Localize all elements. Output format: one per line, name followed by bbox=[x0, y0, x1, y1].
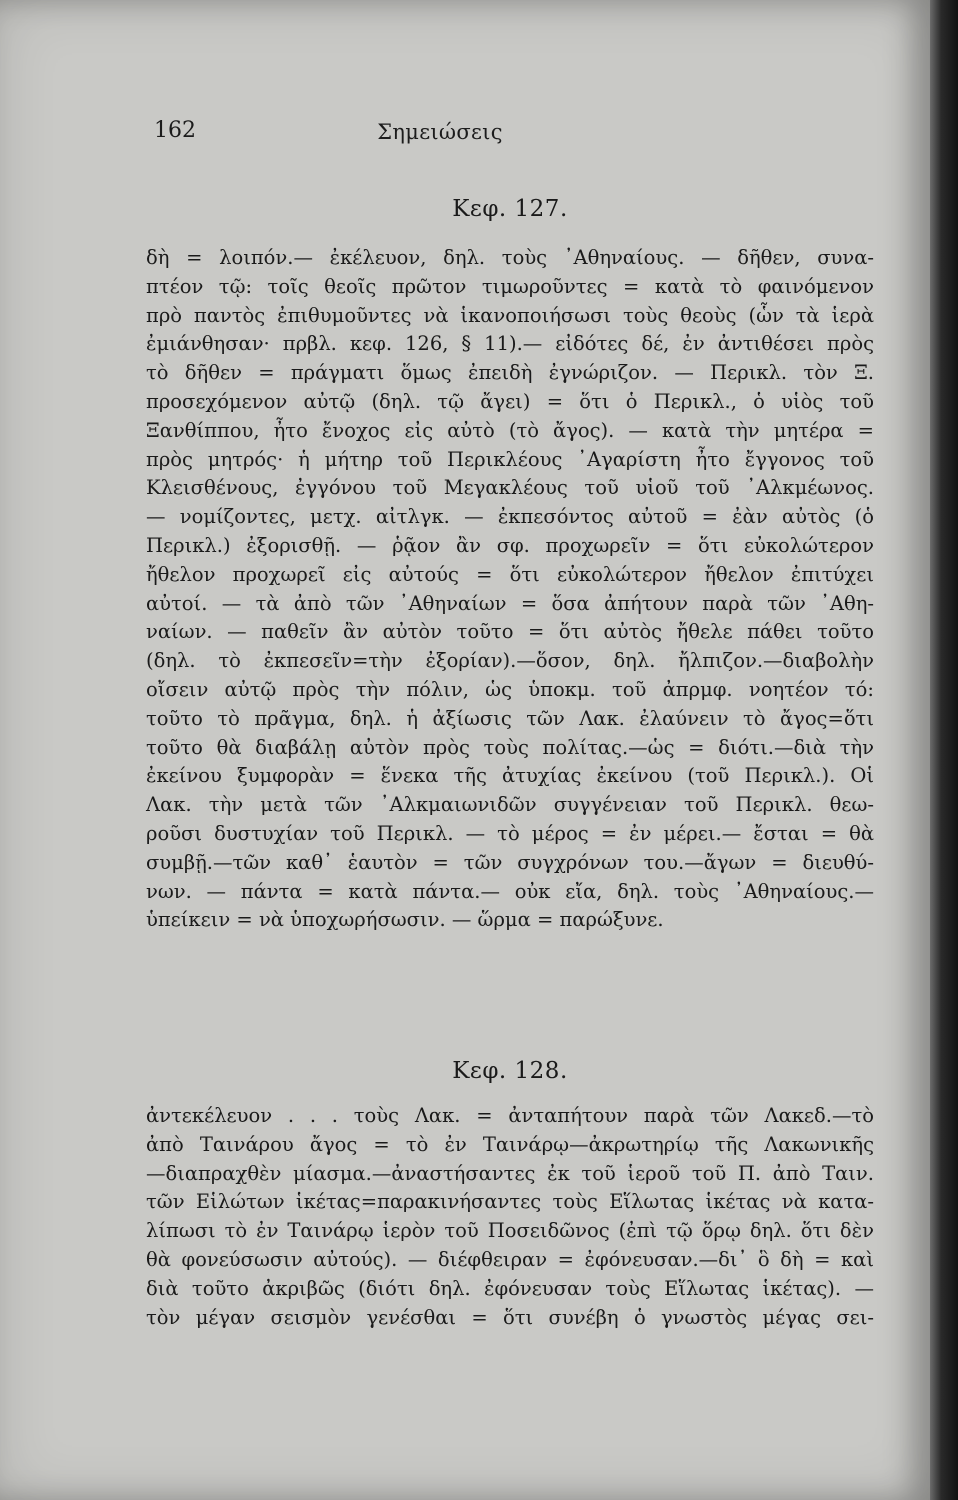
text-line: ἐκείνου ξυμφορὰν = ἕνεκα τῆς ἀτυχίας ἐκείνου (τοῦ Περικλ.). Οἱ bbox=[146, 764, 874, 788]
page-number: 162 bbox=[154, 118, 196, 143]
text-line: νων. — πάντα = κατὰ πάντα.— οὐκ εἴα, δηλ. τοὺς ᾿Αθηναίους.— bbox=[146, 879, 874, 903]
text-line: τοῦτο θὰ διαβάλῃ αὐτὸν πρὸς τοὺς πολίτας.—ὡς = διότι.—διὰ τὴν bbox=[146, 735, 874, 759]
text-line: Ξανθίππου, ἦτο ἔνοχος εἰς αὐτὸ (τὸ ἄγος). — κατὰ τὴν μητέρα = bbox=[146, 418, 874, 442]
text-line: λίπωσι τὸ ἐν Ταινάρῳ ἱερὸν τοῦ Ποσειδῶνος (ἐπὶ τῷ ὅρῳ δηλ. ὅτι δὲν bbox=[146, 1219, 874, 1243]
text-line: τοῦτο τὸ πρᾶγμα, δηλ. ἡ ἀξίωσις τῶν Λακ. ἐλαύνειν τὸ ἄγος=ὅτι bbox=[146, 706, 874, 730]
chapter-128-text bbox=[146, 1102, 874, 1332]
text-line: πτέον τῷ: τοῖς θεοῖς πρῶτον τιμωροῦντες = κατὰ τὸ φαινόμενον bbox=[146, 274, 874, 298]
text-line: ὑπείκειν = νὰ ὑποχωρήσωσιν. — ὥρμα = παρώξυνε. bbox=[146, 908, 664, 932]
text-line: Περικλ.) ἐξορισθῇ. — ῥᾷον ἂν σφ. προχωρεῖν = ὅτι εὐκολώτερον bbox=[146, 533, 874, 557]
text-line: Κλεισθένους, ἐγγόνου τοῦ Μεγακλέους τοῦ υἱοῦ τοῦ ᾿Αλκμέωνος. bbox=[146, 476, 874, 500]
text-line: θὰ φονεύσωσιν αὐτούς). — διέφθειραν = ἐφόνευσαν.—δι᾿ ὃ δὴ = καὶ bbox=[146, 1247, 874, 1271]
chapter-heading-128: Κεφ. 128. bbox=[452, 1058, 568, 1084]
running-title: Σημειώσεις bbox=[377, 120, 503, 144]
text-line: τὸν μέγαν σεισμὸν γενέσθαι = ὅτι συνέβη ὁ γνωστὸς μέγας σει- bbox=[146, 1305, 874, 1329]
text-line: τὸ δῆθεν = πράγματι ὅμως ἐπειδὴ ἐγνώριζον. — Περικλ. τὸν Ξ. bbox=[146, 361, 874, 385]
text-line: προσεχόμενον αὐτῷ (δηλ. τῷ ἄγει) = ὅτι ὁ Περικλ., ὁ υἱὸς τοῦ bbox=[146, 389, 874, 413]
text-line: αὐτοί. — τὰ ἀπὸ τῶν ᾿Αθηναίων = ὅσα ἀπήτουν παρὰ τῶν ᾿Αθη- bbox=[146, 591, 874, 615]
text-line: διὰ τοῦτο ἀκριβῶς (διότι δηλ. ἐφόνευσαν τοὺς Εἵλωτας ἱκέτας). — bbox=[146, 1276, 874, 1300]
text-line: ἀπὸ Ταινάρου ἄγος = τὸ ἐν Ταινάρῳ—ἀκρωτηρίῳ τῆς Λακωνικῆς bbox=[146, 1132, 874, 1156]
page-header bbox=[150, 118, 850, 158]
text-line: ἐμιάνθησαν· πρβλ. κεφ. 126, § 11).— εἰδότες δέ, ἐν ἀντιθέσει πρὸς bbox=[146, 332, 874, 356]
text-line: ἀντεκέλευον . . . τοὺς Λακ. = ἀνταπήτουν παρὰ τῶν Λακεδ.—τὸ bbox=[146, 1104, 874, 1127]
text-line: ἤθελον προχωρεῖ εἰς αὐτούς = ὅτι εὐκολώτερον ἤθελον ἐπιτύχει bbox=[146, 562, 874, 586]
text-line: —διαπραχθὲν μίασμα.—ἀναστήσαντες ἐκ τοῦ ἱεροῦ τοῦ Π. ἀπὸ Ταιν. bbox=[146, 1161, 874, 1185]
text-line: — νομίζοντες, μετχ. αἰτλγκ. — ἐκπεσόντος αὐτοῦ = ἐὰν αὐτὸς (ὁ bbox=[146, 505, 874, 529]
text-line: (δηλ. τὸ ἐκπεσεῖν=τὴν ἐξορίαν).—ὅσον, δηλ. ἤλπιζον.—διαβολὴν bbox=[146, 649, 874, 673]
text-line: πρὸ παντὸς ἐπιθυμοῦντες νὰ ἱκανοποιήσωσι τοὺς θεοὺς (ὧν τὰ ἱερὰ bbox=[146, 303, 874, 327]
chapter-heading-127: Κεφ. 127. bbox=[452, 196, 568, 222]
text-line: οἴσειν αὐτῷ πρὸς τὴν πόλιν, ὡς ὑποκμ. τοῦ ἀπρμφ. νοητέον τό: bbox=[146, 677, 874, 701]
text-line: Λακ. τὴν μετὰ τῶν ᾿Αλκμαιωνιδῶν συγγένειαν τοῦ Περικλ. θεω- bbox=[146, 793, 874, 817]
text-line: ροῦσι δυστυχίαν τοῦ Περικλ. — τὸ μέρος = ἐν μέρει.— ἔσται = θὰ bbox=[146, 821, 874, 845]
text-line: συμβῇ.—τῶν καθ᾿ ἑαυτὸν = τῶν συγχρόνων του.—ἄγων = διευθύ- bbox=[146, 850, 874, 874]
text-line: ναίων. — παθεῖν ἂν αὐτὸν τοῦτο = ὅτι αὐτὸς ἤθελε πάθει τοῦτο bbox=[146, 620, 874, 644]
text-line: τῶν Εἱλώτων ἱκέτας=παρακινήσαντες τοὺς Εἵλωτας ἱκέτας νὰ κατα- bbox=[146, 1190, 874, 1214]
book-spine-shadow bbox=[930, 0, 958, 1500]
text-line: πρὸς μητρός· ἡ μήτηρ τοῦ Περικλέους ᾿Αγαρίστη ἦτο ἔγγονος τοῦ bbox=[146, 447, 874, 471]
chapter-127-text bbox=[146, 244, 874, 935]
text-line: δὴ = λοιπόν.— ἐκέλευον, δηλ. τοὺς ᾿Αθηναίους. — δῆθεν, συνα- bbox=[146, 246, 874, 269]
